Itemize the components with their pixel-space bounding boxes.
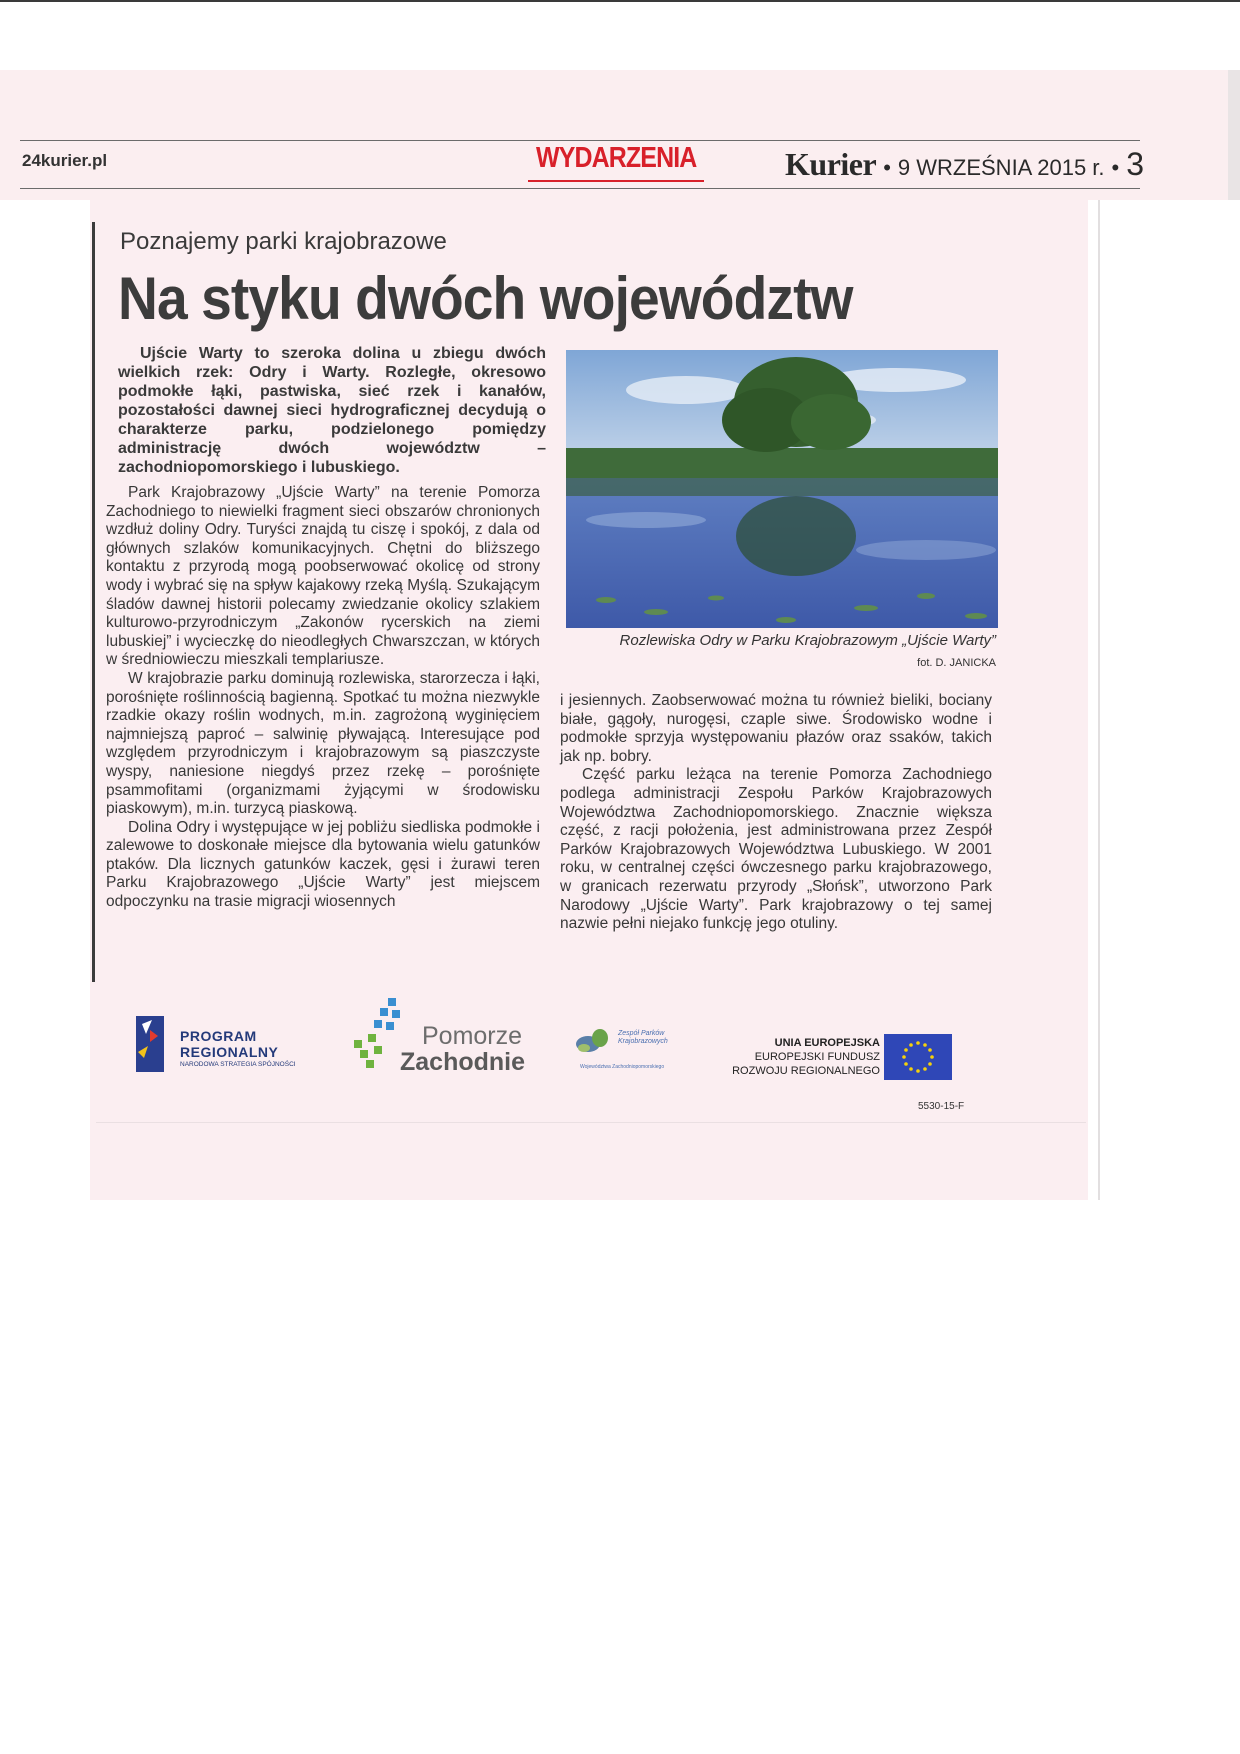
- ad-code: 5530-15-F: [918, 1101, 965, 1112]
- photo-credit: fot. D. JANICKA: [917, 657, 996, 669]
- clipping-edge: [1098, 200, 1100, 1200]
- header-rule-top: [20, 140, 1140, 141]
- logo-text: Zespół Parków Krajobrazowych: [618, 1030, 668, 1045]
- article-title: Na styku dwóch województw: [118, 265, 853, 332]
- logo-text: Pomorze: [422, 1022, 523, 1050]
- eu-text: [732, 1036, 880, 1078]
- scan-border: [0, 0, 1240, 2]
- logo-text: REGIONALNY: [180, 1044, 279, 1060]
- logo-text: ROZWOJU REGIONALNEGO: [732, 1065, 880, 1077]
- logo-text: UNIA EUROPEJSKA: [774, 1037, 880, 1049]
- divider: [96, 1122, 1086, 1123]
- landscape-parks-icon: [574, 1024, 614, 1060]
- body-paragraph: W krajobrazie parku dominują rozlewiska, starorzecza i łąki, porośnięte roślinnością bagienną. Spotkać tu można niezwykle rzadkie okazy roślin wodnych, m.in. zagrożoną wyginięciem najmniejszą paproć – salwinię pływającą. Interesujące pod względem przyrodniczym i krajobrazowym są piaszczyste wyspy, naniesione niegdyś przez rzekę – porośnięte psammofitami (organizmami żyjącymi w środowisku piaskowym), m.in. turzycą piaskową.: [106, 669, 540, 818]
- site-url: 24kurier.pl: [22, 151, 108, 170]
- photo-caption: Rozlewiska Odry w Parku Krajobrazowym „Ujście Warty”: [619, 632, 996, 649]
- zespol-parkow-logo: [574, 1024, 694, 1074]
- clipping-edge-shadow: [92, 222, 95, 982]
- separator: •: [883, 155, 891, 180]
- logo-text: PROGRAM: [180, 1028, 257, 1044]
- article-lead: [118, 344, 546, 477]
- river-landscape-image: [566, 350, 998, 628]
- article-column-left: [106, 484, 540, 912]
- article-photo: [566, 350, 998, 628]
- newspaper-brand: Kurier: [785, 146, 877, 182]
- logo-text: NARODOWA STRATEGIA SPÓJNOŚCI: [180, 1061, 296, 1068]
- masthead: [785, 146, 1144, 183]
- logo-text: Województwa Zachodniopomorskiego: [580, 1064, 665, 1070]
- page-number: 3: [1126, 146, 1145, 182]
- program-regionalny-logo: [132, 1016, 322, 1072]
- scan-edge: [1228, 70, 1240, 200]
- body-paragraph: i jesiennych. Zaobserwować można tu również bieliki, bociany białe, gągoły, nurogęsi, czaple siwe. Środowisko wodne i podmokłe sprzyja występowaniu płazów oraz ssaków, takich jak np. bobry.: [560, 692, 992, 765]
- article-column-right: [560, 692, 992, 934]
- body-paragraph: Część parku leżąca na terenie Pomorza Zachodniego podlega administracji Zespołu Parków Krajobrazowych Województwa Zachodniopomorskiego. Znacznie większa część, z racji położenia, jest administrowana przez Zespół Parków Krajobrazowych Województwa Lubuskiego. W 2001 roku, w centralnej części ówczesnego parku krajobrazowego, w granicach rezerwatu przyrody „Słońsk”, utworzono Park Narodowy „Ujście Warty”. Park krajobrazowy o tej samej nazwie pełni niejako funkcję jego otuliny.: [560, 766, 992, 933]
- body-paragraph: Dolina Odry i występujące w jej pobliżu siedliska podmokłe i zalewowe to doskonałe miejsce dla bytowania wielu gatunków ptaków. Dla licznych gatunków kaczek, gęsi i żurawi teren Parku Krajobrazowego „Ujście Warty” jest miejscem odpoczynku na trasie migracji wiosennych: [106, 818, 540, 911]
- body-paragraph: Park Krajobrazowy „Ujście Warty” na terenie Pomorza Zachodniego to niewielki fragment sieci obszarów chronionych wzdłuż doliny Odry. Turyści znajdą tu ciszę i spokój, z dala od głównych szlaków komunikacyjnych. Chętni do bliższego kontaktu z przyrodą mogą poobserwować okolicę od strony wody i wybrać się na spływ kajakowy rzeką Myślą. Szukającym śladów dawnej historii polecamy zwiedzanie okolicy szlakiem kulturowo-przyrodniczym „Zakonów rycerskich na ziemi lubuskiej” i wycieczkę do nieodległych Chwarszczan, w których w średniowieczu mieszkali templariusze.: [106, 484, 540, 669]
- section-underline: [528, 180, 704, 182]
- lead-paragraph: Ujście Warty to szeroka dolina u zbiegu dwóch wielkich rzek: Odry i Warty. Rozległe, okresowo podmokłe łąki, pastwiska, sieć rzek i kanałów, pozostałości dawnej sieci hydrograficznej decydują o charakterze parku, podzielonego pomiędzy administrację dwóch województw – zachodniopomorskiego i lubuskiego.: [118, 345, 546, 476]
- pomorze-zachodnie-logo: [344, 996, 534, 1078]
- section-name: WYDARZENIA: [536, 142, 697, 174]
- logo-text: Zachodnie: [400, 1048, 526, 1076]
- eu-logo: [720, 1034, 952, 1080]
- header-rule-bottom: [20, 188, 1140, 189]
- star-icon: [132, 1016, 172, 1072]
- article-kicker: Poznajemy parki krajobrazowe: [120, 228, 447, 255]
- logo-text: EUROPEJSKI FUNDUSZ: [754, 1051, 880, 1063]
- issue-date: 9 WRZEŚNIA 2015 r.: [897, 155, 1105, 180]
- separator: •: [1111, 155, 1120, 180]
- eu-flag-icon: [884, 1034, 952, 1080]
- eu-stars-icon: [884, 1034, 952, 1080]
